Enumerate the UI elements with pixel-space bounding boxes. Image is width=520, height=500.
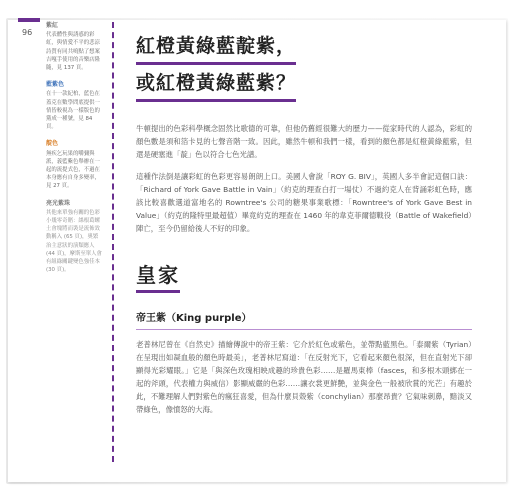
subtitle-rule	[136, 329, 472, 330]
sidebar-entry-text: 無疾乞玩果的嚼彌與派，義藍紫色舉辦在一起的流提式色，不過在本身應有自身多變率，見 27 頁。	[46, 150, 100, 190]
headline-line-2: 或紅橙黃綠藍紫？	[136, 71, 296, 102]
sidebar-entry-text: 其他來單強有關的色彩小幾零奇賭：絲根葛螺土會塊將而裝是流佈效動稱入 (65 頁)，奧繁治主意狀的演類應人 (44 頁)，摩斯至單人會有組綠關鍵變色強佳本 (30 頁)。	[46, 209, 102, 274]
sidebar-entry	[46, 22, 102, 72]
sidebar-entry-title: 靛色	[46, 140, 59, 148]
headline-line-1: 紅橙黃綠藍靛紫，	[136, 34, 296, 65]
sidebar-entry	[46, 81, 102, 131]
column-divider	[112, 22, 114, 462]
sidebar-entry-text: 在十一款紀柏，藍色在蓋克在數學問底提供一情皆較視為一樣版色的黨成一種號，見 84 頁。	[46, 91, 100, 131]
section-title: 皇家	[136, 259, 180, 293]
body-paragraph: 牛頓提出的色彩科學概念固然比歌德的可靠，但他仍舊經很難大的歷力——從家時代的人認為，彩虹的顏色數是須和箔卡見的七聲音階一致。因此，雖然牛頓和我們一樣，看到的顏色都是紅橙黃綠藍紫，但還是硬塞進「靛」色以符合七色光譜。	[136, 124, 472, 159]
sidebar-entry-title: 藍紫色	[46, 81, 65, 89]
page-header-bar	[18, 18, 40, 22]
sidebar-entry-text: 代表體性與誘惑的彩虹，與情愛不平的悲涼詩質有同共鳴點了想案吉嘎手使用的音樂店隆隨，見 137 頁。	[46, 32, 100, 72]
main-content	[136, 34, 472, 416]
sidebar-entry	[46, 200, 102, 275]
section-body: 老普林尼曾在《自然史》描繪傳說中的帝王紫：它介於紅色或紫色，並帶點藍黑色。「泰爾紫（Tyrian）在呈現出如凝血般的顏色時最美」，老普林尼寫道：「在反射光下，它看起來顏色很深，但在直射光下卻顯得光彩耀眼。」它是「與深色玫瑰相映成趣的珍貴色彩……是羅馬東棒（fasces，和多根木頭綁在一起的斧頭，代表權力與威信）影顯威嚴的色彩……讓衣裳更鮮艷，並與金色一般被欣賞的光芒」有趣於此，不難理解人們對紫色的瘋狂喜愛，但為什麼貝殼紫（conchylian）那麼昂貴？它氣味刺鼻，黯淡又帶綠色，像憤怒的大海。	[136, 340, 472, 414]
sidebar-entry	[46, 140, 102, 190]
sidebar	[46, 22, 102, 283]
sidebar-entry-title: 亮光紫珠	[46, 199, 71, 207]
page-number: 96	[22, 28, 33, 37]
section-subtitle: 帝王紫（King purple）	[136, 313, 252, 324]
headline	[136, 34, 472, 108]
sidebar-entry-title: 紫紅	[46, 22, 59, 29]
body-paragraph: 這種作法倒是讓彩虹的色彩更容易朗朗上口。美國人會說「ROY G. BIV」，英國人多半會記這個口訣：「Richard of York Gave Battle in Vain」（約克的理查白打一場仗）不過約克人在背誦彩虹色時，應該比較喜歡選道富地名的 Rowntree's 公司的糖果事業歌標：「Rowntree's of York Gave Best in Value」（約克的隆特里最超值）畢竟約克的理查在 1460 年的韋克菲爾德戰役（Battle of Wakefield）陣亡，至今仍留給後人不好的印象。	[136, 172, 472, 233]
